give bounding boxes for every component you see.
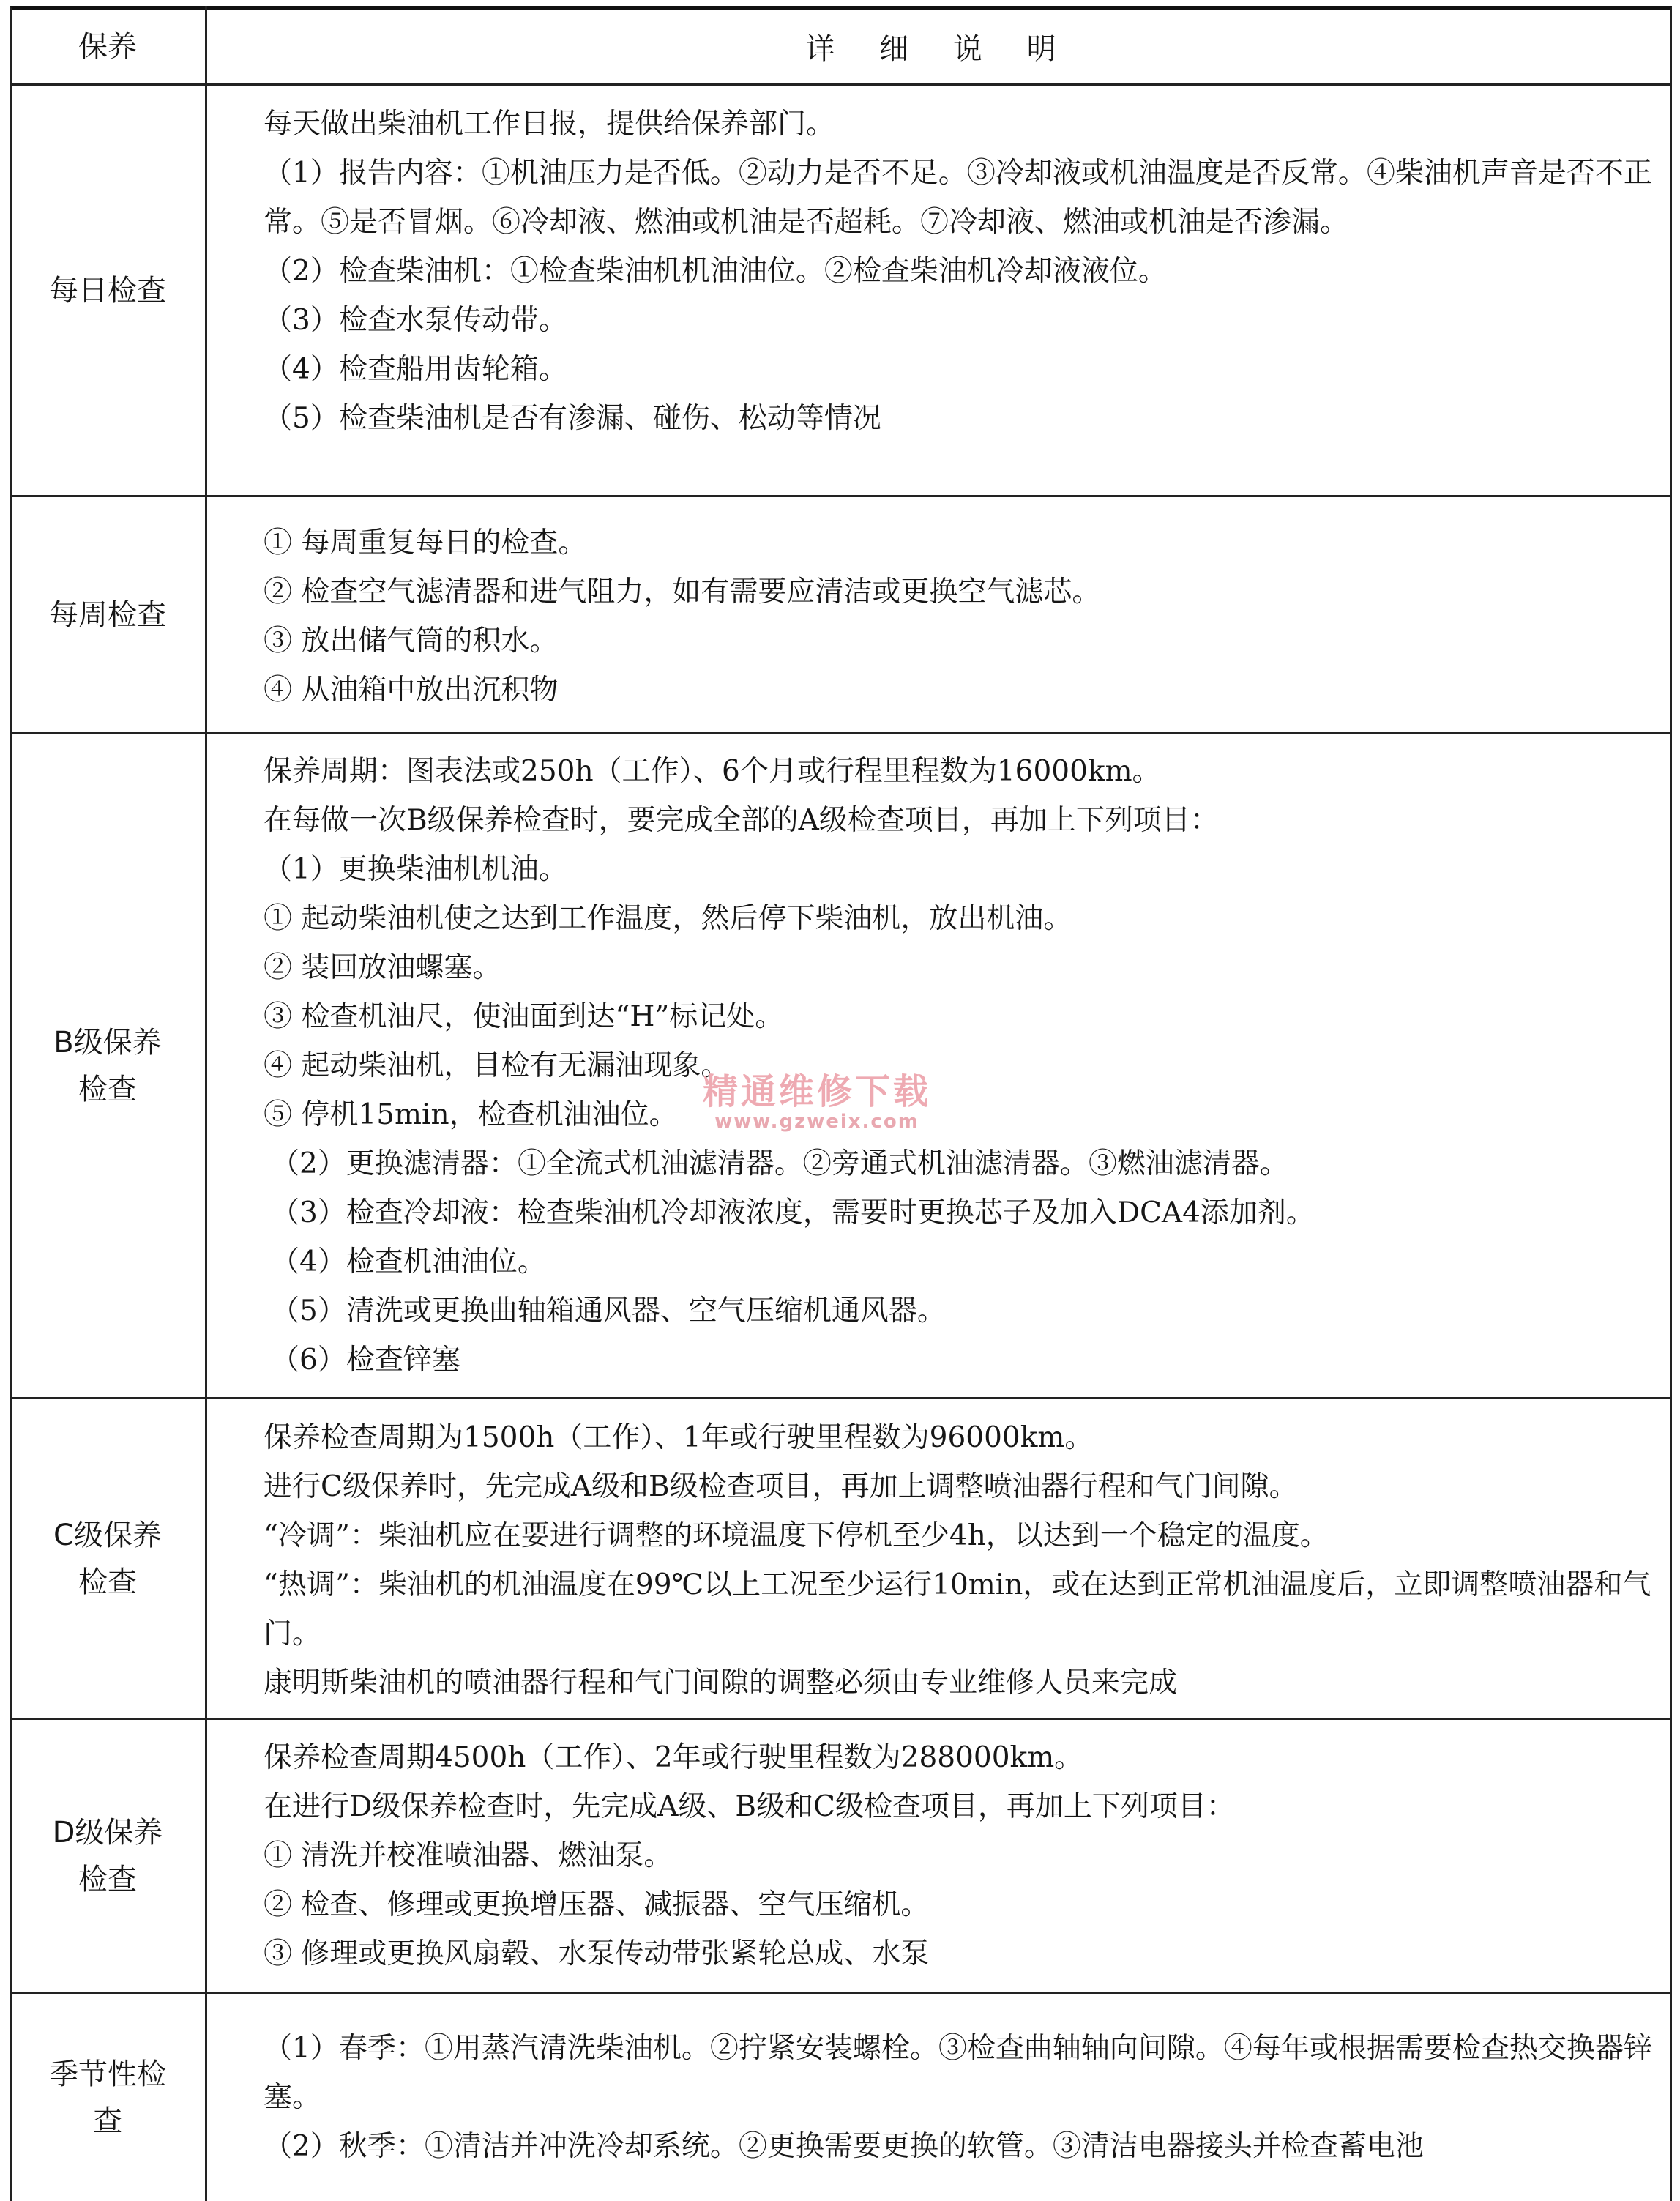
detail-line: （5）清洗或更换曲轴箱通风器、空气压缩机通风器。 <box>271 1295 946 1327</box>
detail-line: 保养检查周期4500h（工作）、2年或行驶里程数为288000km。 <box>264 1741 1083 1774</box>
header-category-label: 保养 <box>78 29 137 64</box>
row-category-label: 每日检查 <box>49 273 166 308</box>
detail-line: 保养检查周期为1500h（工作）、1年或行驶里程数为96000km。 <box>264 1421 1094 1454</box>
row-category <box>10 1720 205 1992</box>
detail-line: ④ 起动柴油机，目检有无漏油现象。 <box>264 1049 730 1082</box>
header-detail-label: 详 细 说 明 <box>805 32 1074 66</box>
detail-line: 在进行D级保养检查时，先完成A级、B级和C级检查项目，再加上下列项目： <box>264 1790 1235 1823</box>
row-detail <box>227 518 1654 715</box>
row-category <box>10 1399 205 1718</box>
row-category-label: B级保养 检查 <box>53 1025 162 1106</box>
detail-line: （3）检查冷却液：检查柴油机冷却液浓度，需要时更换芯子及加入DCA4添加剂。 <box>271 1196 1315 1229</box>
detail-line: （4）检查船用齿轮箱。 <box>264 353 567 386</box>
detail-line: ③ 放出储气筒的积水。 <box>264 625 559 658</box>
detail-line: ③ 检查机油尺，使油面到达“H”标记处。 <box>264 1000 784 1033</box>
row-divider <box>10 83 1672 86</box>
row-category <box>10 1994 205 2201</box>
detail-line: （5）检查柴油机是否有渗漏、碰伤、松动等情况 <box>264 402 881 435</box>
column-divider <box>205 6 207 2201</box>
row-divider <box>10 1718 1672 1720</box>
detail-line: 康明斯柴油机的喷油器行程和气门间隙的调整必须由专业维修人员来完成 <box>264 1666 1178 1699</box>
detail-line: （1）更换柴油机机油。 <box>264 853 567 886</box>
detail-line: ① 清洗并校准喷油器、燃油泵。 <box>264 1839 673 1872</box>
detail-line: （2）更换滤清器：①全流式机油滤清器。②旁通式机油滤清器。③燃油滤清器。 <box>271 1147 1288 1180</box>
watermark-url: www.gzweix.com <box>714 1111 919 1133</box>
row-category <box>10 734 205 1397</box>
detail-line: ② 检查空气滤清器和进气阻力，如有需要应清洁或更换空气滤芯。 <box>264 576 1101 608</box>
detail-line: 保养周期：图表法或250h（工作）、6个月或行程里程数为16000km。 <box>264 755 1161 788</box>
row-divider <box>10 732 1672 734</box>
detail-line: （1）报告内容：①机油压力是否低。②动力是否不足。③冷却液或机油温度是否反常。④柴油机声音是否不正常。⑤是否冒烟。⑥冷却液、燃油或机油是否超耗。⑦冷却液、燃油或机油是否渗漏。 <box>264 157 1652 239</box>
detail-line: 每天做出柴油机工作日报，提供给保养部门。 <box>264 108 835 141</box>
row-category-label: C级保养 检查 <box>53 1518 162 1599</box>
detail-line: ④ 从油箱中放出沉积物 <box>264 674 559 707</box>
row-category <box>10 86 205 495</box>
row-category <box>10 497 205 732</box>
row-detail <box>227 1733 1654 1978</box>
detail-line: ② 装回放油螺塞。 <box>264 951 501 984</box>
row-category-label: D级保养 检查 <box>52 1815 163 1896</box>
detail-line: （2）秋季：①清洁并冲洗冷却系统。②更换需要更换的软管。③清洁电器接头并检查蓄电池 <box>264 2130 1424 2163</box>
detail-line: （6）检查锌塞 <box>271 1344 460 1377</box>
detail-line: ⑤ 停机15min，检查机油油位。 <box>264 1098 678 1131</box>
row-detail <box>227 1413 1654 1707</box>
detail-line: ② 检查、修理或更换增压器、减振器、空气压缩机。 <box>264 1888 930 1921</box>
row-detail <box>227 747 1654 1385</box>
header-category <box>10 10 205 83</box>
detail-line: （2）检查柴油机：①检查柴油机机油油位。②检查柴油机冷却液液位。 <box>264 255 1167 288</box>
detail-line: （3）检查水泵传动带。 <box>264 304 567 337</box>
detail-line: “热调”：柴油机的机油温度在99℃以上工况至少运行10min，或在达到正常机油温度后，立即调整喷油器和气门。 <box>264 1568 1651 1650</box>
detail-line: （4）检查机油油位。 <box>271 1245 546 1278</box>
detail-line: “冷调”：柴油机应在要进行调整的环境温度下停机至少4h，以达到一个稳定的温度。 <box>264 1519 1329 1552</box>
detail-line: ① 起动柴油机使之达到工作温度，然后停下柴油机，放出机油。 <box>264 902 1072 935</box>
detail-line: ① 每周重复每日的检查。 <box>264 526 587 559</box>
detail-line: ③ 修理或更换风扇毂、水泵传动带张紧轮总成、水泵 <box>264 1937 930 1970</box>
row-detail <box>227 2024 1654 2171</box>
detail-line: （1）春季：①用蒸汽清洗柴油机。②拧紧安装螺栓。③检查曲轴轴向间隙。④每年或根据需要检查热交换器锌塞。 <box>264 2032 1652 2114</box>
header-detail <box>207 10 1672 83</box>
row-divider <box>10 1992 1672 1994</box>
detail-line: 在每做一次B级保养检查时，要完成全部的A级检查项目，再加上下列项目： <box>264 804 1219 837</box>
row-detail <box>227 100 1654 443</box>
detail-line: 进行C级保养时，先完成A级和B级检查项目，再加上调整喷油器行程和气门间隙。 <box>264 1470 1298 1503</box>
row-divider <box>10 495 1672 497</box>
row-divider <box>10 1397 1672 1399</box>
row-category-label: 季节性检 查 <box>49 2057 166 2138</box>
row-category-label: 每周检查 <box>49 597 166 632</box>
watermark-text: 精通维修下载 <box>703 1071 932 1112</box>
